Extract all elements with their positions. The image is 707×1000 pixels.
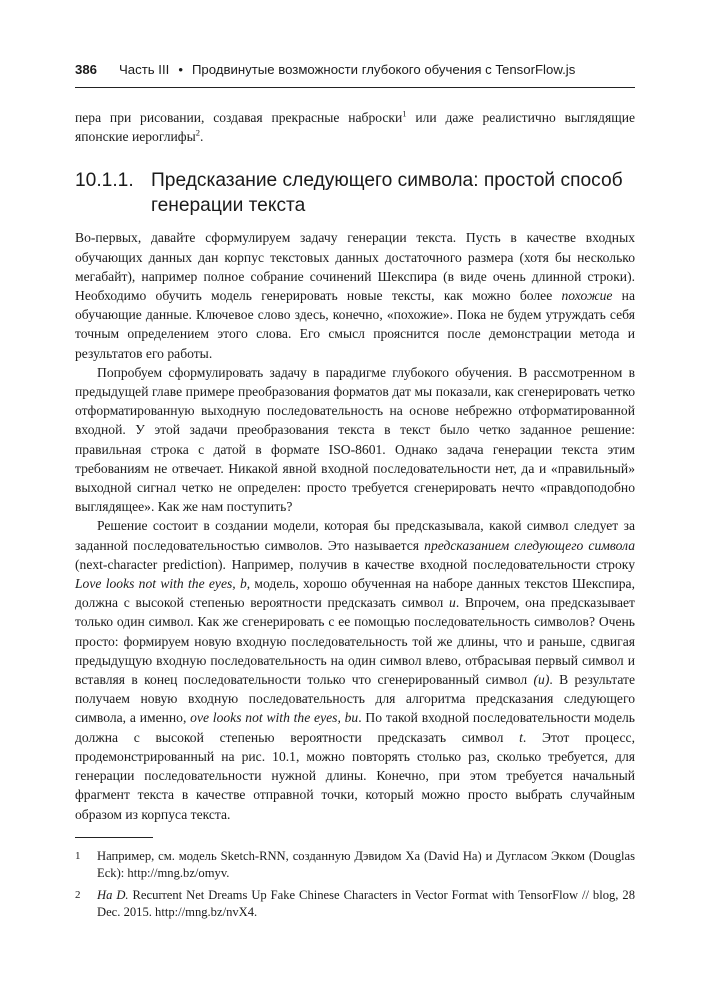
footnote-2 bbox=[75, 887, 635, 922]
para1-text-b: на обучающие данные. Ключевое слово здесь, конечно, «похожие». Пока не будем утруждать себя точным определением этого слова. Его смысл прояснится после демонстрации метода и результатов его работы. bbox=[75, 288, 635, 361]
intro-paragraph bbox=[75, 108, 635, 146]
para3-text-b: (next-character prediction). Например, получив в качестве входной последовательности строку bbox=[75, 556, 635, 572]
intro-middle: или даже реалистично выглядящие японские иероглифы bbox=[75, 110, 636, 145]
footnote-2-author: Ha D. bbox=[97, 887, 129, 902]
section-title: Предсказание следующего символа: простой способ генерации текста bbox=[151, 170, 623, 217]
section-heading bbox=[75, 168, 635, 218]
section-number: 10.1.1. bbox=[75, 170, 134, 192]
para3-example-1: Love looks not with the eyes, b bbox=[75, 576, 247, 592]
para1-emphasis: похожие bbox=[561, 288, 613, 304]
para3-text-d: . Впрочем, она предсказывает только один символ. Как же сгенерировать с ее помощью последовательность символов? Очень просто: формируем новую входную последовательность той же длины, что и раньше, сдвигая предыдущую входную последовательность на один символ влево, отбрасывая первый символ и вставляя в конец последовательности только что сгенерированный символ bbox=[75, 595, 635, 688]
para3-char-u-paren: (u) bbox=[533, 672, 550, 688]
para3-text-f: . По такой входной последовательности модель должна с высокой степенью вероятности предсказать символ bbox=[75, 710, 635, 745]
para3-char-u: u bbox=[449, 595, 456, 611]
page-body bbox=[75, 108, 635, 926]
paragraph-3 bbox=[75, 516, 635, 823]
footnote-2-text: Recurrent Net Dreams Up Fake Chinese Characters in Vector Format with TensorFlow // blog, 28 Dec. 2015. http://mng.bz/nvX4. bbox=[97, 887, 635, 920]
intro-end: . bbox=[199, 129, 204, 145]
paragraph-2: Попробуем сформулировать задачу в парадигме глубокого обучения. В рассмотренном в предыдущей главе примере преобразования форматов дат мы показали, как сгенерировать четко отформатированную выходную последовательность на основе небрежно отформатированной входной. У этой задачи преобразования текста в текст было четко заданное решение: правильная строка с датой в формате ISO-8601. Однако задача генерации текста этим требованиям не отвечает. Никакой явной входной последовательности нет, да и «правильный» выходной сигнал четко не определен: просто требуется сгенерировать нечто «правдоподобно выглядящее». Как же нам поступить? bbox=[75, 364, 635, 515]
footnote-ref-1[interactable]: 1 bbox=[402, 108, 407, 119]
footnote-2-body bbox=[97, 887, 635, 922]
footnote-1 bbox=[75, 848, 635, 883]
footnote-2-mark: 2 bbox=[75, 888, 81, 901]
para3-text-g: . Этот процесс, продемонстрированный на рис. 10.1, можно повторять столько раз, сколько требуется, для генерации последовательности нужной длины. Конечно, при этом требуется начальный фрагмент текста в качестве отправной точки, который можно просто выбрать случайным образом из корпуса текста. bbox=[75, 729, 635, 822]
para3-text-a: Решение состоит в создании модели, которая бы предсказывала, какой символ следует за заданной последовательностью символов. Это называется bbox=[75, 518, 635, 553]
footnote-ref-2[interactable]: 2 bbox=[195, 127, 200, 138]
footnote-1-text: Например, см. модель Sketch-RNN, созданную Дэвидом Ха (David Ha) и Дугласом Экком (Douglas Eck): http://mng.bz/omyv. bbox=[97, 848, 635, 881]
para3-term: предсказанием следующего символа bbox=[424, 537, 635, 553]
intro-text: пера при рисовании, создавая прекрасные наброски bbox=[75, 110, 403, 125]
para3-text-c: , модель, хорошо обученная на наборе данных текстов Шекспира, должна с высокой степенью вероятности предсказать символ bbox=[75, 576, 635, 611]
header-bullet: • bbox=[178, 62, 183, 77]
para1-text-a: Во-первых, давайте сформулируем задачу генерации текста. Пусть в качестве входных обучающих данных дан корпус текстовых данных достаточного размера (хотя бы несколько мегабайт), например полное собрание сочинений Шекспира (в виде очень длинной строки). Необходимо обучить модель генерировать новые тексты, как можно более bbox=[75, 230, 635, 304]
para3-text-e: . В результате получаем новую входную последовательность для алгоритма предсказания следующего символа, а именно, bbox=[75, 672, 635, 726]
para3-char-t: t bbox=[519, 729, 523, 745]
chapter-title: Продвинутые возможности глубокого обучения с TensorFlow.js bbox=[191, 62, 576, 77]
footnote-rule bbox=[75, 837, 153, 838]
part-label: Часть III bbox=[119, 62, 170, 77]
footnote-1-mark: 1 bbox=[75, 849, 81, 862]
page-number: 386 bbox=[75, 62, 98, 77]
running-header bbox=[75, 62, 635, 84]
header-rule bbox=[75, 87, 635, 88]
book-page bbox=[75, 0, 635, 1000]
paragraph-1 bbox=[75, 228, 635, 362]
para3-example-2: ove looks not with the eyes, bu bbox=[190, 710, 359, 726]
